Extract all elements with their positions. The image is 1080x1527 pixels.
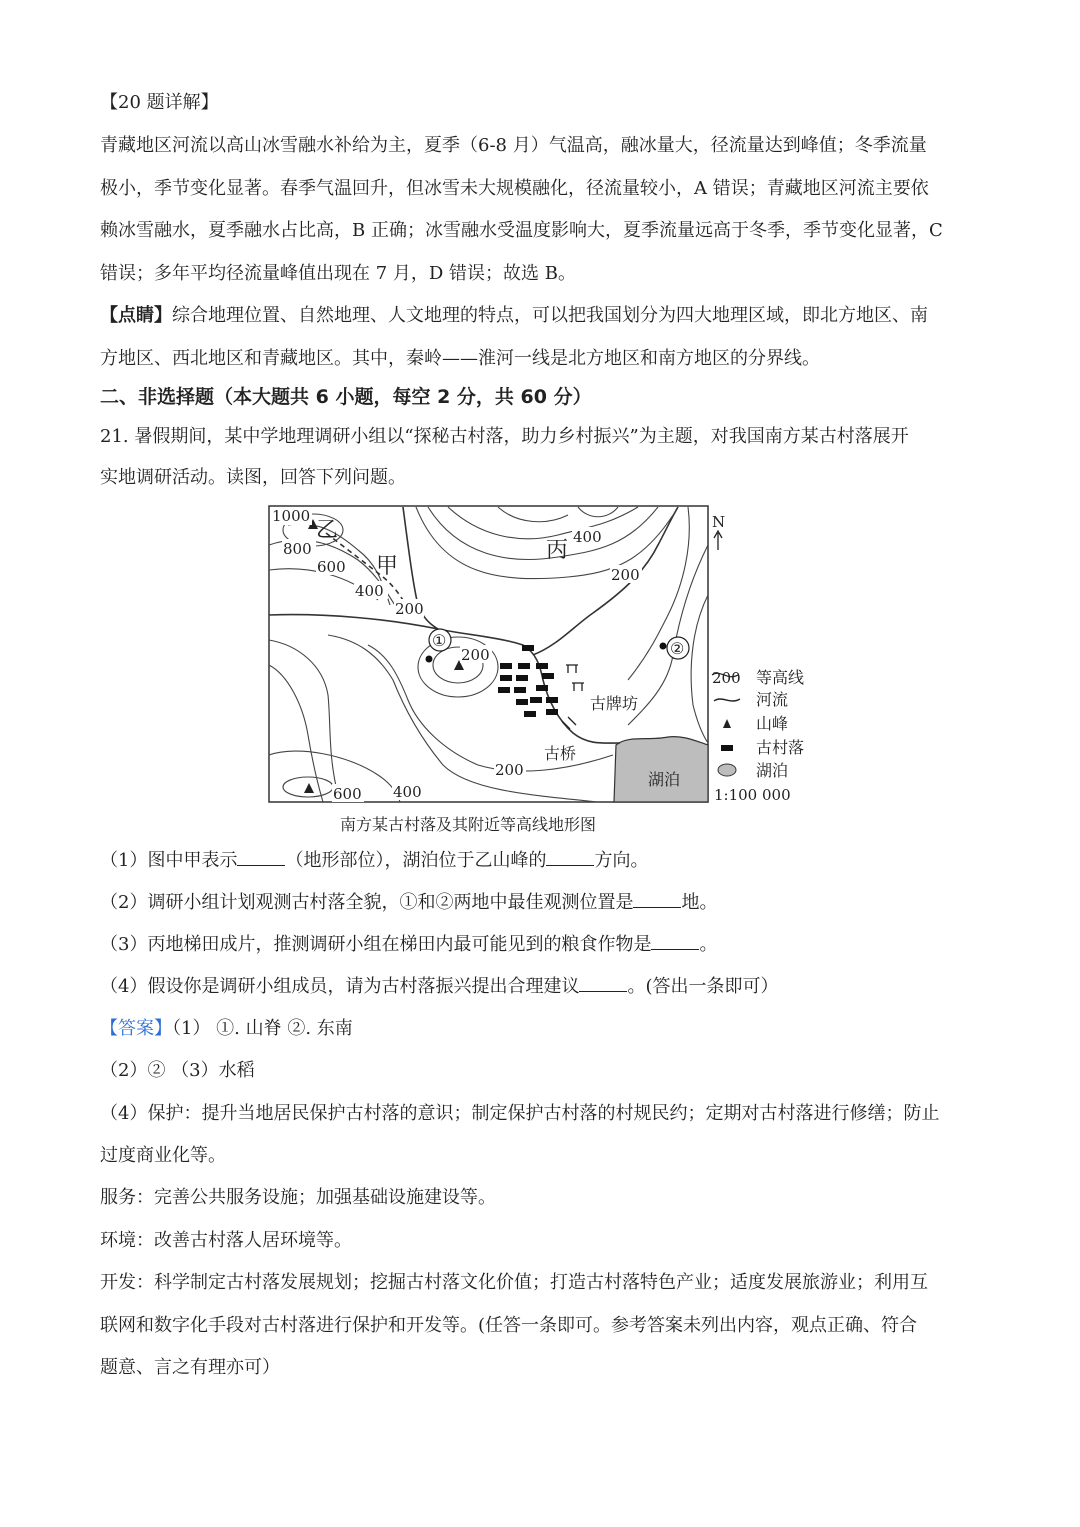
answer-2-3: （2）② （3）水稻 bbox=[100, 1060, 255, 1081]
point-1-label: ① bbox=[432, 631, 447, 650]
answer-blank bbox=[237, 851, 285, 866]
paragraph-line: 青藏地区河流以高山冰雪融水补给为主，夏季（6-8 月）气温高，融冰量大，径流量达到峰值；冬季流量 bbox=[100, 135, 927, 156]
tip-text: 综合地理位置、自然地理、人文地理的特点，可以把我国划分为四大地理区域，即北方地区、南 bbox=[172, 305, 928, 326]
answer-4-line: 过度商业化等。 bbox=[100, 1145, 226, 1166]
answer-blank bbox=[546, 851, 594, 866]
answer-blank bbox=[633, 893, 681, 908]
contour-label: 200 bbox=[495, 761, 524, 779]
legend-peak-icon bbox=[723, 719, 731, 728]
peak-yi-label: 乙 bbox=[316, 518, 339, 543]
legend-contour: 等高线 bbox=[756, 668, 805, 687]
point-2-label: ② bbox=[670, 639, 685, 658]
answer-1: 【答案】（1） ①. 山脊 ②. 东南 bbox=[100, 1018, 353, 1039]
legend-contour-sample: 200 bbox=[712, 669, 741, 687]
sub-question-4: （4）假设你是调研小组成员，请为古村落振兴提出合理建议 。(答出一条即可） bbox=[100, 976, 779, 997]
map-scale: 1:100 000 bbox=[714, 786, 791, 804]
contour-label: 200 bbox=[611, 566, 640, 584]
tip-line: 方地区、西北地区和青藏地区。其中，秦岭——淮河一线是北方地区和南方地区的分界线。 bbox=[100, 348, 820, 369]
part-heading: 二、非选择题（本大题共 6 小题，每空 2 分，共 60 分） bbox=[100, 386, 592, 408]
contour-label: 1000 bbox=[272, 507, 311, 525]
bridge-label: 古桥 bbox=[544, 744, 577, 763]
contour-label: 400 bbox=[393, 783, 422, 801]
contour-label: 400 bbox=[355, 582, 384, 600]
contour-label: 200 bbox=[461, 646, 490, 664]
answer-4-line: （4）保护：提升当地居民保护古村落的意识；制定保护古村落的村规民约；定期对古村落进行修缮；防止 bbox=[100, 1103, 940, 1124]
answer-development-line: 联网和数字化手段对古村落进行保护和开发等。(任答一条即可。参考答案未列出内容，观点正确、符合 bbox=[100, 1315, 918, 1336]
paragraph-line: 错误；多年平均径流量峰值出现在 7 月，D 错误；故选 B。 bbox=[100, 263, 576, 284]
north-arrow-icon bbox=[714, 531, 722, 550]
point-1-dot bbox=[426, 656, 433, 663]
point-2-dot bbox=[660, 643, 667, 650]
terrace-bing-label: 丙 bbox=[546, 538, 569, 563]
contour-map bbox=[268, 505, 812, 805]
ridge-jia-label: 甲 bbox=[376, 554, 399, 579]
answer-blank bbox=[651, 935, 699, 950]
legend-village: 古村落 bbox=[756, 738, 805, 757]
answer-blank bbox=[579, 977, 627, 992]
lake-label: 湖泊 bbox=[648, 770, 681, 789]
contour-label: 800 bbox=[283, 540, 312, 558]
question-intro: 21. 暑假期间，某中学地理调研小组以“探秘古村落，助力乡村振兴”为主题，对我国南方某古村落展开 bbox=[100, 426, 909, 447]
legend-peak: 山峰 bbox=[756, 714, 789, 733]
sub-question-2: （2）调研小组计划观测古村落全貌，①和②两地中最佳观测位置是 地。 bbox=[100, 892, 718, 913]
legend-river-icon bbox=[714, 699, 740, 701]
legend-lake-icon bbox=[718, 764, 736, 776]
answer-development-line: 题意、言之有理亦可） bbox=[100, 1357, 280, 1378]
question-intro: 实地调研活动。读图，回答下列问题。 bbox=[100, 467, 406, 488]
legend-river: 河流 bbox=[756, 690, 789, 709]
north-label: N bbox=[712, 513, 726, 531]
paragraph-line: 极小，季节变化显著。春季气温回升，但冰雪未大规模融化，径流量较小，A 错误；青藏地区河流主要依 bbox=[100, 178, 929, 199]
legend-lake: 湖泊 bbox=[756, 761, 789, 780]
sub-question-1: （1）图中甲表示 （地形部位），湖泊位于乙山峰的 方向。 bbox=[100, 850, 649, 871]
tip-label: 【点睛】 bbox=[100, 305, 172, 326]
contour-label: 200 bbox=[395, 600, 424, 618]
answer-environment: 环境：改善古村落人居环境等。 bbox=[100, 1230, 352, 1251]
legend-village-icon bbox=[721, 745, 733, 751]
answer-development-line: 开发：科学制定古村落发展规划；挖掘古村落文化价值；打造古村落特色产业；适度发展旅游业；利用互 bbox=[100, 1272, 928, 1293]
answer-label: 【答案】 bbox=[100, 1018, 172, 1039]
tip-paragraph bbox=[100, 307, 928, 325]
sub-question-3: （3）丙地梯田成片，推测调研小组在梯田内最可能见到的粮食作物是 。 bbox=[100, 934, 718, 955]
contour-label: 600 bbox=[333, 785, 362, 803]
answer-service: 服务：完善公共服务设施；加强基础设施建设等。 bbox=[100, 1187, 496, 1208]
paragraph-line: 赖冰雪融水，夏季融水占比高，B 正确；冰雪融水受温度影响大，夏季流量远高于冬季，季节变化显著，C bbox=[100, 220, 943, 241]
section-title: 【20 题详解】 bbox=[100, 92, 219, 113]
arch-label: 古牌坊 bbox=[590, 694, 639, 713]
map-caption: 南方某古村落及其附近等高线地形图 bbox=[340, 815, 597, 834]
map-legend bbox=[712, 668, 804, 804]
contour-label: 400 bbox=[573, 528, 602, 546]
contour-label: 600 bbox=[317, 558, 346, 576]
